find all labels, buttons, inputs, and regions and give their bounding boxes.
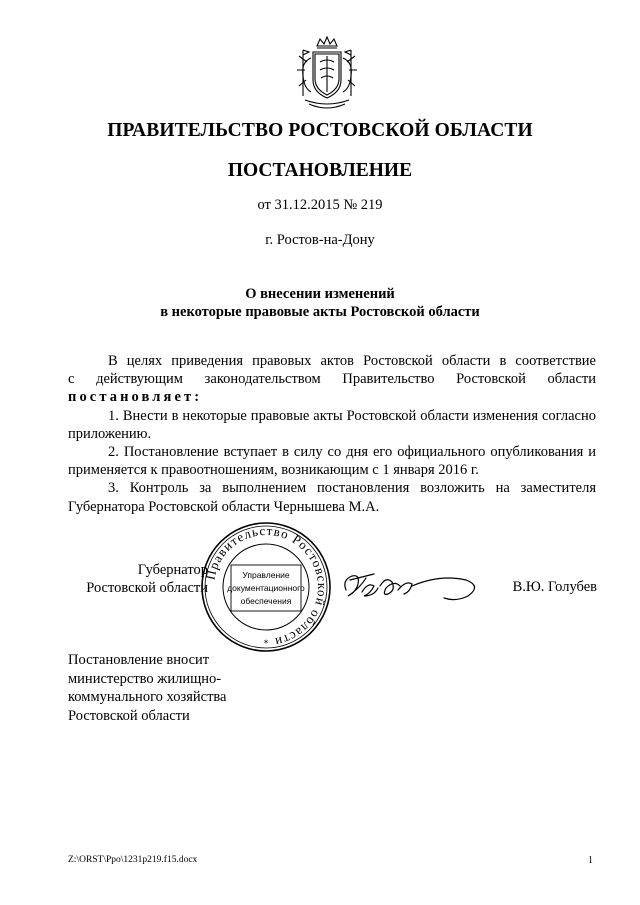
decree-word-text: постановляет: [68, 389, 203, 406]
document-subject [0, 285, 640, 321]
document-type-title: ПОСТАНОВЛЕНИЕ [227, 160, 413, 181]
stamp-ring-text: Правительство Ростовской области [202, 522, 331, 651]
item-1: 1. Внести в некоторые правовые акты Ростовской области изменения согласно приложению. [68, 407, 596, 442]
date-number-line: от 31.12.2015 № 219 [257, 197, 383, 213]
submitter-note [68, 651, 227, 725]
intro-line-2: с действующим законодательством Правительство Ростовской области [68, 371, 596, 388]
city-line: г. Ростов-на-Дону [265, 232, 375, 248]
footer-page-number: 1 [588, 855, 593, 866]
note-line-3: коммунального хозяйства [68, 689, 227, 705]
stamp-star-icon: * [263, 639, 269, 649]
decree-word [68, 388, 596, 406]
note-line-4: Ростовской области [68, 707, 190, 724]
note-line-1: Постановление вносит [68, 652, 210, 668]
subject-line-2: в некоторые правовые акты Ростовской области [160, 304, 480, 320]
government-title: ПРАВИТЕЛЬСТВО РОСТОВСКОЙ ОБЛАСТИ [107, 120, 533, 141]
coat-of-arms-emblem [293, 36, 361, 116]
item-2: 2. Постановление вступает в силу со дня его официального опубликования и применяется к правоотношениям, возникающим с 1 января 2016 г. [68, 444, 596, 479]
official-stamp [199, 520, 333, 654]
signer-title-line-2: Ростовской области [86, 580, 208, 596]
footer-file-path: Z:\ORST\Ppo\1231p219.f15.docx [68, 855, 198, 865]
signer-name: В.Ю. Голубев [512, 579, 597, 595]
subject-line-1: О внесении изменений [245, 286, 395, 302]
stamp-inner-line-3: обеспечения [240, 596, 292, 606]
stamp-inner-line-2: документационного [227, 583, 305, 593]
item-3: 3. Контроль за выполнением постановления возложить на заместителя Губернатора Ростовской области Чернышева М.А. [68, 480, 596, 515]
signer-title [68, 561, 208, 597]
signer-title-line-1: Губернатор [137, 562, 208, 578]
document-body [68, 352, 596, 516]
intro-line-1: В целях приведения правовых актов Ростовской области в соответствие [108, 353, 596, 369]
handwritten-signature [340, 566, 490, 611]
note-line-2: министерство жилищно- [68, 670, 222, 687]
stamp-inner-line-1: Управление [242, 570, 290, 580]
